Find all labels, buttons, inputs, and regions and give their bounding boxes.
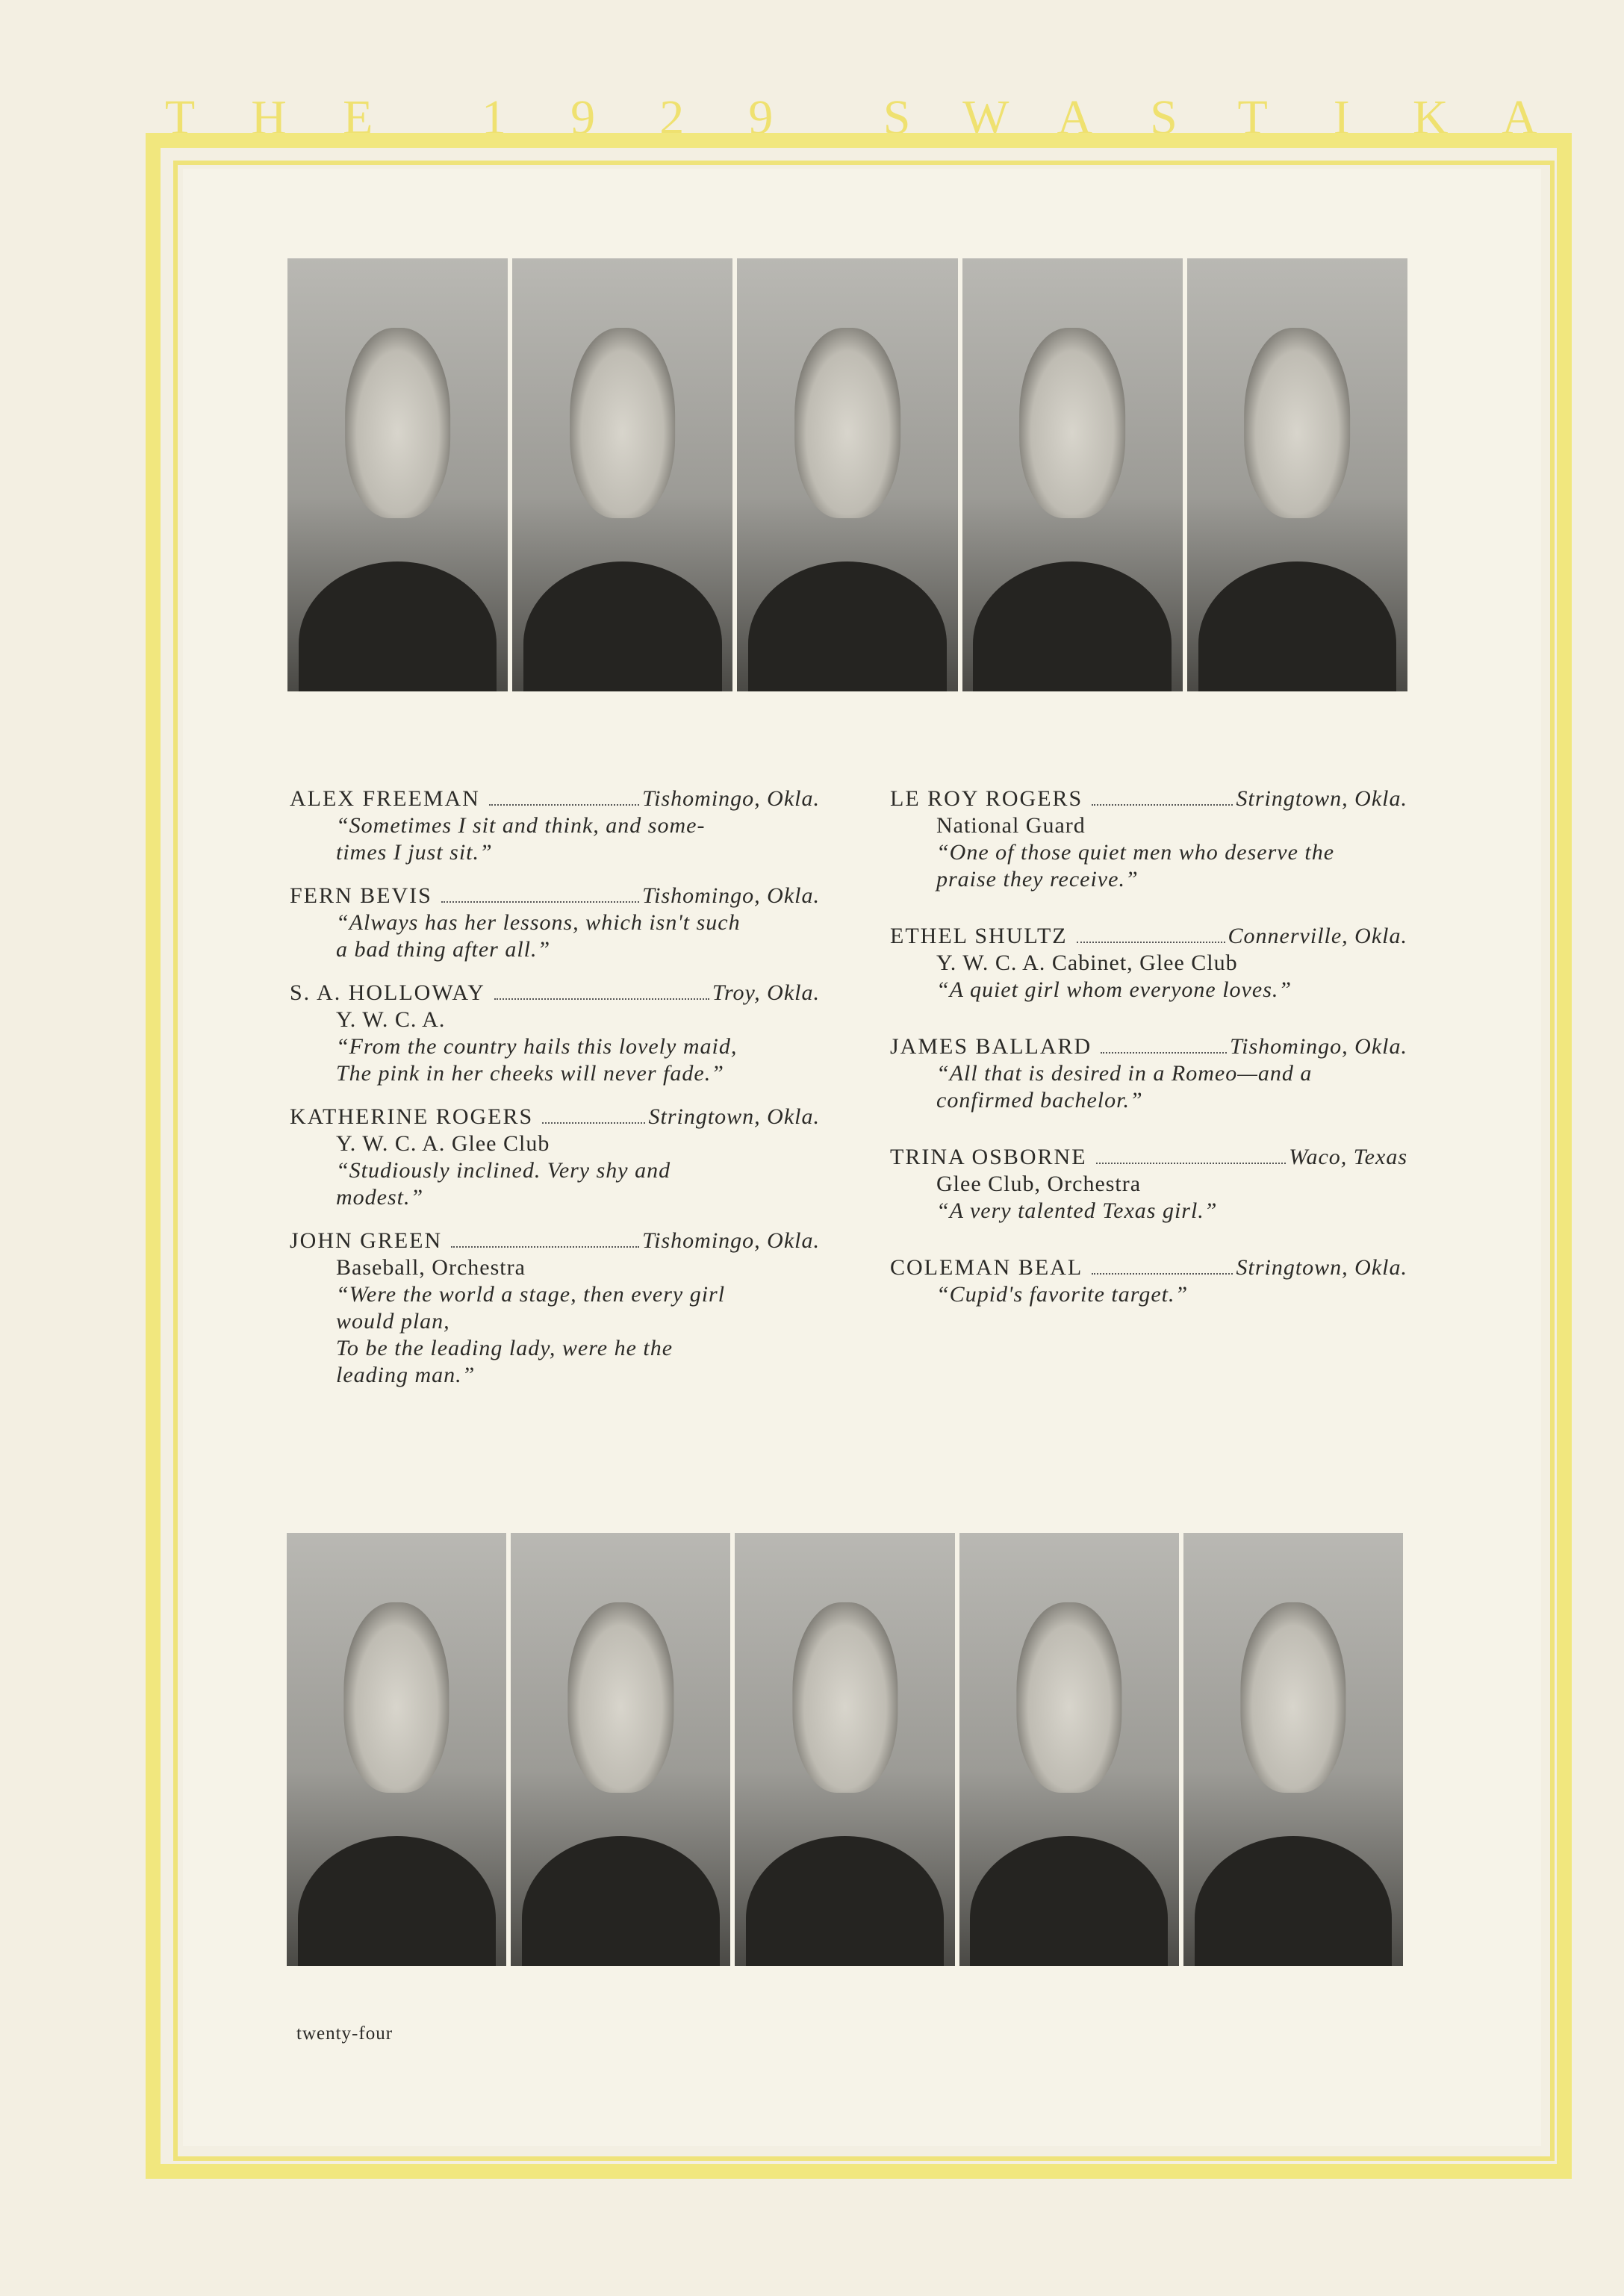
header-letter: 2: [659, 90, 688, 145]
student-quote: “Cupid's favorite target.”: [936, 1282, 1189, 1307]
header-letter: 1: [482, 90, 509, 145]
student-name: ETHEL SHULTZ: [890, 924, 1068, 948]
portrait-photo: [735, 1533, 954, 1966]
portrait-photo: [962, 258, 1183, 691]
student-town: Stringtown, Okla.: [1236, 1255, 1407, 1280]
student-town: Troy, Okla.: [712, 980, 820, 1005]
top-photo-row: [287, 258, 1407, 691]
student-quote: “Always has her lessons, which isn't such a bad thing after all.”: [336, 910, 741, 962]
header-letter: S: [1150, 90, 1180, 145]
right-column: [890, 785, 1407, 1325]
page-number: twenty-four: [296, 2023, 393, 2044]
portrait-photo: [287, 258, 508, 691]
student-name: JAMES BALLARD: [890, 1034, 1092, 1059]
student-quote: “One of those quiet men who deserve the praise they receive.”: [936, 840, 1335, 892]
student-quote: “A quiet girl whom everyone loves.”: [936, 977, 1292, 1002]
student-entry: [890, 1033, 1407, 1114]
student-activities: Glee Club, Orchestra: [936, 1172, 1142, 1196]
header-letter: K: [1413, 90, 1452, 145]
student-name: TRINA OSBORNE: [890, 1145, 1087, 1169]
portrait-photo: [1187, 258, 1407, 691]
header-letter: E: [343, 90, 376, 145]
student-quote: “Sometimes I sit and think, and some- times I just sit.”: [336, 813, 706, 865]
student-town: Stringtown, Okla.: [1236, 786, 1407, 811]
student-name: COLEMAN BEAL: [890, 1255, 1083, 1280]
student-entry: [290, 785, 820, 866]
bottom-photo-row: [287, 1533, 1403, 1966]
student-entry: [890, 785, 1407, 893]
student-name: FERN BEVIS: [290, 883, 432, 908]
student-entry: [290, 883, 820, 963]
portrait-photo: [511, 1533, 730, 1966]
portrait-photo: [737, 258, 957, 691]
header-letter: A: [1502, 90, 1540, 145]
student-quote: “From the country hails this lovely maid, The pink in her cheeks will never fade.”: [336, 1034, 738, 1086]
student-quote: “All that is desired in a Romeo—and a confirmed bachelor.”: [936, 1061, 1313, 1113]
student-entry: [890, 1254, 1407, 1308]
portrait-photo: [287, 1533, 506, 1966]
student-name: JOHN GREEN: [290, 1228, 443, 1253]
student-town: Stringtown, Okla.: [648, 1104, 820, 1129]
student-town: Connerville, Okla.: [1228, 924, 1407, 948]
student-quote: “Were the world a stage, then every girl would plan, To be the leading lady, were he the leading man.”: [336, 1282, 726, 1387]
student-activities: Baseball, Orchestra: [336, 1255, 526, 1280]
student-activities: National Guard: [936, 813, 1086, 838]
portrait-photo: [512, 258, 732, 691]
portrait-photo: [959, 1533, 1179, 1966]
student-entry: [290, 1228, 820, 1389]
student-activities: Y. W. C. A. Cabinet, Glee Club: [936, 951, 1238, 975]
student-town: Tishomingo, Okla.: [642, 1228, 820, 1253]
student-name: LE ROY ROGERS: [890, 786, 1083, 811]
student-town: Waco, Texas: [1289, 1145, 1407, 1169]
header-letter: H: [251, 90, 290, 145]
student-town: Tishomingo, Okla.: [642, 786, 820, 811]
student-activities: Y. W. C. A. Glee Club: [336, 1131, 550, 1156]
student-name: ALEX FREEMAN: [290, 786, 480, 811]
student-entry: [290, 1104, 820, 1211]
header-letter: I: [1333, 90, 1353, 145]
header-letter: 9: [570, 90, 599, 145]
student-entry: [290, 980, 820, 1087]
header-letter: 9: [748, 90, 777, 145]
header-letter: S: [883, 90, 914, 145]
header-letter: T: [1237, 90, 1271, 145]
left-column: [290, 785, 820, 1405]
header-letter: A: [1057, 90, 1096, 145]
student-quote: “Studiously inclined. Very shy and modest.”: [336, 1158, 671, 1210]
header-letter: W: [962, 90, 1012, 145]
student-entry: [890, 1144, 1407, 1225]
student-activities: Y. W. C. A.: [336, 1007, 446, 1032]
portrait-photo: [1183, 1533, 1403, 1966]
student-town: Tishomingo, Okla.: [1230, 1034, 1407, 1059]
header-letter: T: [164, 90, 199, 145]
student-town: Tishomingo, Okla.: [642, 883, 820, 908]
student-quote: “A very talented Texas girl.”: [936, 1198, 1218, 1223]
student-entry: [890, 923, 1407, 1004]
student-name: KATHERINE ROGERS: [290, 1104, 534, 1129]
student-name: S. A. HOLLOWAY: [290, 980, 485, 1005]
